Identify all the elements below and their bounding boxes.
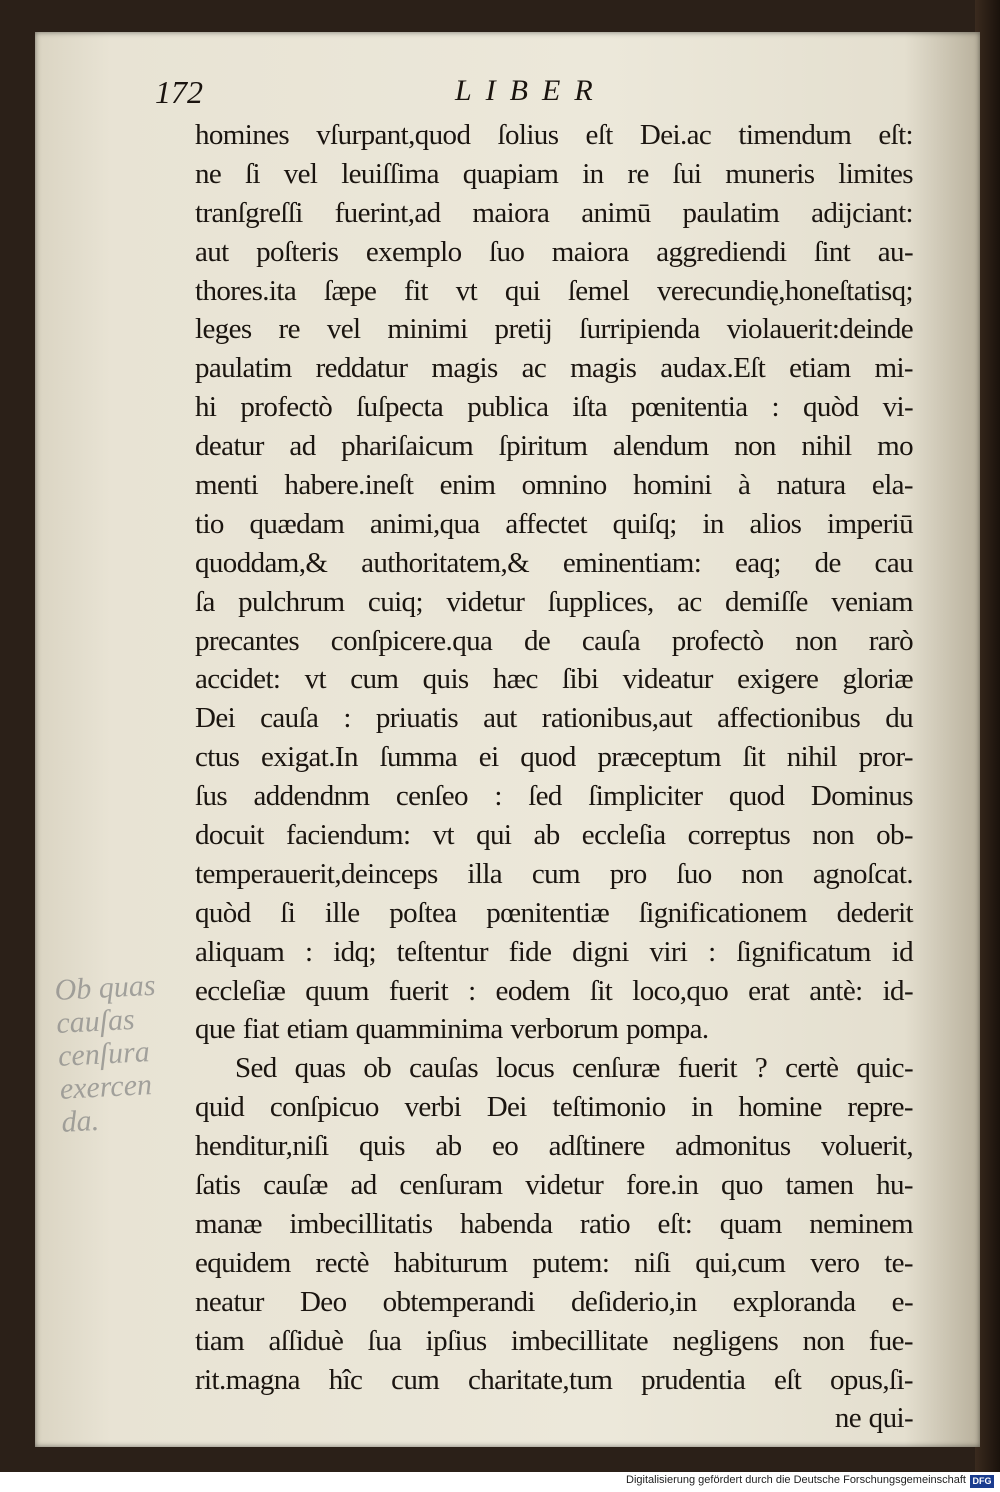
text-line: equidem rectè habiturum putem: niſi qui,cum vero te- [195, 1246, 913, 1279]
text-line: henditur,niſi quis ab eo adſtinere admonitus voluerit, [195, 1130, 913, 1163]
text-line: tiam aſſiduè ſua ipſius imbecillitate negligens non fue- [195, 1324, 913, 1357]
text-line: eccleſiæ quum fuerit : eodem ſit loco,quo erat antè: id- [195, 974, 913, 1007]
text-line: quòd ſi ille poſtea pœnitentiæ ſignificationem dederit [195, 896, 913, 929]
text-line: thores.ita ſæpe fit vt qui ſemel verecundię,honeſtatisq; [195, 274, 913, 307]
text-line: quoddam,& authoritatem,& eminentiam: eaq; de cau [195, 546, 913, 579]
footer [0, 1472, 1000, 1492]
text-line: hi profectò ſuſpecta publica iſta pœnitentia : quòd vi- [195, 391, 913, 424]
text-line: ctus exigat.In ſumma ei quod præceptum ſit nihil pror- [195, 741, 913, 774]
text-line: precantes conſpicere.qua de cauſa profectò non rarò [195, 624, 913, 657]
marginal-note-line: cauſas [55, 1002, 136, 1040]
text-line: accidet: vt cum quis hæc ſibi videatur exigere gloriæ [195, 663, 913, 696]
text-line: Sed quas ob cauſas locus cenſuræ fuerit ? certè quic- [235, 1052, 913, 1085]
text-line: menti habere.ineſt enim omnino homini à natura ela- [195, 469, 913, 502]
text-line: quid conſpicuo verbi Dei teſtimonio in homine repre- [195, 1091, 913, 1124]
text-line: ne ſi vel leuiſſima quapiam in re ſui muneris limites [195, 157, 913, 190]
text-line: deatur ad phariſaicum ſpiritum alendum non nihil mo [195, 430, 913, 463]
running-head: LIBER [455, 74, 607, 107]
text-line: ſus addendnm cenſeo : ſed ſimpliciter quod Dominus [195, 780, 913, 813]
text-line: temperauerit,deinceps illa cum pro ſuo non agnoſcat. [195, 857, 913, 890]
dfg-logo: DFG [970, 1475, 994, 1488]
text-line: rit.magna hîc cum charitate,tum prudentia eſt opus,ſi- [195, 1363, 913, 1396]
text-line: leges re vel minimi pretij ſurripienda violauerit:deinde [195, 313, 913, 346]
page-header [155, 74, 935, 114]
text-line: aliquam : idq; teſtentur fide digni viri : ſignificatum id [195, 935, 913, 968]
text-line: tio quædam animi,qua affectet quiſq; in alios imperiū [195, 507, 913, 540]
text-line: aut poſteris exemplo ſuo maiora aggrediendi ſint au- [195, 235, 913, 268]
text-line: ſatis cauſæ ad cenſuram videtur fore.in quo tamen hu- [195, 1169, 913, 1202]
marginal-note-line: Ob quas [53, 968, 157, 1007]
text-line: Dei cauſa : priuatis aut rationibus,aut affectionibus du [195, 702, 913, 735]
text-line: manæ imbecillitatis habenda ratio eſt: quam neminem [195, 1207, 913, 1240]
text-line: tranſgreſſi fuerint,ad maiora animū paulatim adijciant: [195, 196, 913, 229]
marginal-note-line: da. [60, 1103, 100, 1139]
text-line: ne qui- [834, 1402, 913, 1435]
text-line: docuit faciendum: vt qui ab eccleſia correptus non ob- [195, 819, 913, 852]
text-line: ſa pulchrum cuiq; videtur ſupplices, ac demiſſe veniam [195, 585, 913, 618]
text-line: homines vſurpant,quod ſolius eſt Dei.ac timendum eſt: [195, 119, 913, 151]
text-line: que fiat etiam quamminima verborum pompa. [195, 1013, 709, 1046]
text-line: paulatim reddatur magis ac magis audax.Eſt etiam mi- [195, 352, 913, 385]
body-text [195, 116, 913, 1438]
text-line: neatur Deo obtemperandi deſiderio,in exploranda e- [195, 1285, 913, 1318]
page-number: 172 [155, 74, 203, 110]
marginal-note-line: cenſura [57, 1035, 151, 1073]
marginal-note-line: exercen [58, 1068, 153, 1106]
digitization-credit: Digitalisierung gefördert durch die Deutsche Forschungsgemeinschaft [626, 1474, 966, 1486]
marginal-note [54, 966, 212, 1139]
